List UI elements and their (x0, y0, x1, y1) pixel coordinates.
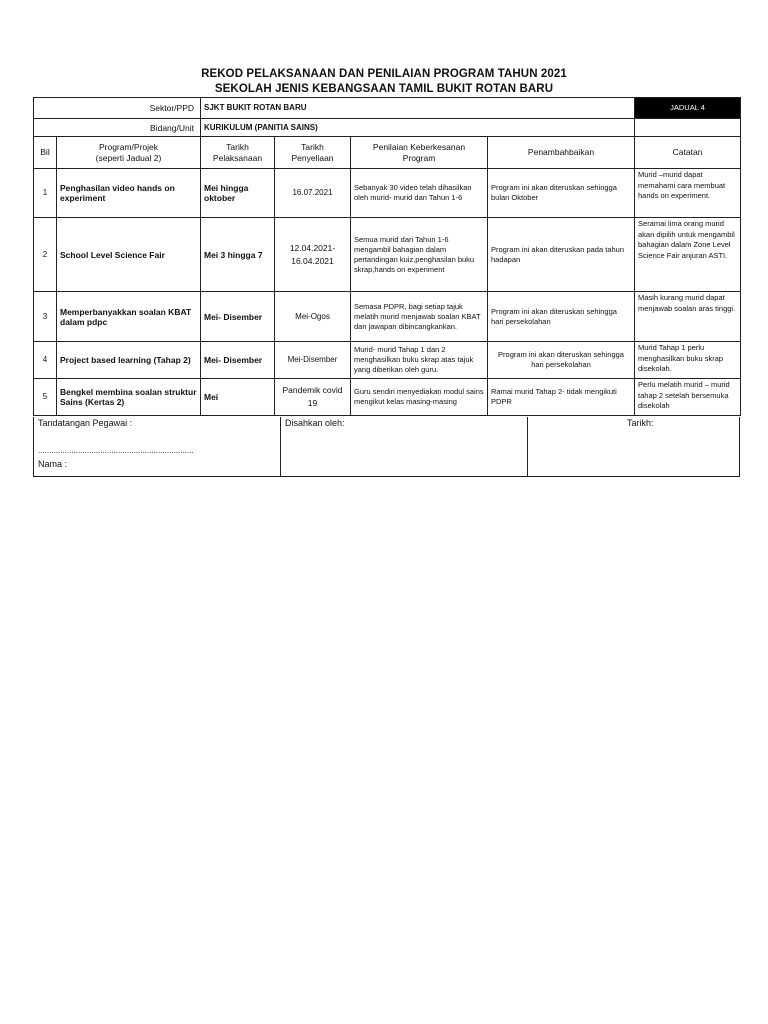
table-row (34, 218, 741, 292)
bidang-label: Bidang/Unit (34, 119, 201, 137)
row-tarikh-penyeliaan: 16.07.2021 (275, 169, 351, 218)
header-tarikh-peny-line2: Penyeliaan (291, 152, 334, 163)
header-tarikh-penyeliaan (275, 137, 351, 169)
header-tarikh-peny-line1: Tarikh (301, 141, 324, 152)
row-program: Memperbanyakkan soalan KBAT dalam pdpc (57, 292, 201, 342)
row-tarikh-penyeliaan: 12.04.2021-16.04.2021 (275, 218, 351, 292)
tarikh-label: Tarikh: (627, 418, 654, 428)
row-program: Bengkel membina soalan struktur Sains (Kertas 2) (57, 379, 201, 416)
title-line-2: SEKOLAH JENIS KEBANGSAAN TAMIL BUKIT ROTAN BARU (214, 82, 554, 95)
bidang-row (34, 119, 741, 137)
signature-officer-box (34, 417, 280, 476)
bidang-empty-cell (635, 119, 741, 137)
header-program (57, 137, 201, 169)
row-program: School Level Science Fair (57, 218, 201, 292)
row-catatan: Masih kurang murid dapat menjawab soalan aras tinggi. (635, 292, 741, 342)
row-penambahbaikan: Program ini akan diteruskan pada tahun hadapan (488, 218, 635, 292)
row-bil: 3 (34, 292, 57, 342)
signature-section (33, 417, 740, 477)
row-tarikh-penyeliaan: Mei-Ogos (275, 292, 351, 342)
signature-approval-box (280, 417, 527, 476)
table-row (34, 342, 741, 379)
row-tarikh-pelaksanaan: Mei- Disember (201, 292, 275, 342)
row-bil: 1 (34, 169, 57, 218)
row-tarikh-pelaksanaan: Mei 3 hingga 7 (201, 218, 275, 292)
row-tarikh-pelaksanaan: Mei- Disember (201, 342, 275, 379)
header-bil: Bil (34, 137, 57, 169)
row-catatan: Perlu melatih murid – murid tahap 2 setelah bersemuka disekolah (635, 379, 741, 416)
header-catatan: Catatan (635, 137, 741, 169)
header-program-line1: Program/Projek (98, 141, 159, 152)
row-penambahbaikan: Program ini akan diteruskan sehingga bulan Oktober (488, 169, 635, 218)
table-row (34, 379, 741, 416)
row-penambahbaikan: Program ini akan diteruskan sehingga hari persekolahan (488, 342, 635, 379)
sektor-value: SJKT BUKIT ROTAN BARU (201, 98, 635, 119)
row-tarikh-pelaksanaan: Mei hingga oktober (201, 169, 275, 218)
signature-date-box (527, 417, 739, 476)
row-penambahbaikan: Program ini akan diteruskan sehingga hari persekolahan (488, 292, 635, 342)
row-bil: 4 (34, 342, 57, 379)
header-penilaian-line1: Penilaian Keberkesanan (372, 141, 466, 152)
header-program-line2: (seperti Jadual 2) (95, 152, 162, 163)
row-penilaian: Murid- murid Tahap 1 dan 2 menghasilkan buku skrap atas tajuk yang diberikan oleh guru. (351, 342, 488, 379)
row-catatan: Murid Tahap 1 perlu menghasilkan buku skrap disekolah. (635, 342, 741, 379)
row-bil: 5 (34, 379, 57, 416)
bidang-value: KURIKULUM (PANITIA SAINS) (201, 119, 635, 137)
row-penambahbaikan: Ramai murid Tahap 2- tidak mengikuti PDPR (488, 379, 635, 416)
table-row (34, 169, 741, 218)
nama-label: Nama : (38, 459, 68, 469)
row-bil: 2 (34, 218, 57, 292)
header-tarikh-pel-line1: Tarikh (226, 141, 249, 152)
table-header-row (34, 137, 741, 169)
row-tarikh-penyeliaan: Pandemik covid 19 (275, 379, 351, 416)
row-penilaian: Sebanyak 30 video telah dihasilkan oleh murid- murid dari Tahun 1-6 (351, 169, 488, 218)
row-catatan: Murid –murid dapat memahami cara membuat hands on experiment. (635, 169, 741, 218)
header-penilaian-line2: Program (402, 152, 436, 163)
signature-dotted-line: ...................................................................... (38, 446, 194, 455)
row-catatan: Seramai lima orang murid akan dipilih untuk mengambil bahagian dalam Zone Level Science Fair anjuran ASTI. (635, 218, 741, 292)
row-tarikh-penyeliaan: Mei-Disember (275, 342, 351, 379)
jadual-badge: JADUAL 4 (635, 98, 741, 119)
disahkan-label: Disahkan oleh: (285, 418, 345, 428)
header-penambahbaikan: Penambahbaikan (488, 137, 635, 169)
header-penilaian (351, 137, 488, 169)
document-title (0, 67, 768, 96)
row-penilaian: Guru sendiri menyediakan modul sains mengikut kelas masing-masing (351, 379, 488, 416)
header-tarikh-pelaksanaan (201, 137, 275, 169)
program-record-table (33, 97, 741, 416)
row-program: Project based learning (Tahap 2) (57, 342, 201, 379)
row-tarikh-pelaksanaan: Mei (201, 379, 275, 416)
table-row (34, 292, 741, 342)
header-tarikh-pel-line2: Pelaksanaan (212, 152, 263, 163)
tandatangan-label: Tandatangan Pegawai : (38, 418, 133, 428)
row-penilaian: Semasa PDPR, bagi setiap tajuk melatih murid menjawab soalan KBAT dan jawapan dibincangkankan. (351, 292, 488, 342)
row-penilaian: Semua murid dari Tahun 1-6 mengambil bahagian dalam pertandingan kuiz,penghasilan buku skrap,hands on experiment (351, 218, 488, 292)
title-line-1: REKOD PELAKSANAAN DAN PENILAIAN PROGRAM TAHUN 2021 (201, 68, 567, 80)
sektor-row (34, 98, 741, 119)
sektor-label: Sektor/PPD (34, 98, 201, 119)
row-program: Penghasilan video hands on experiment (57, 169, 201, 218)
